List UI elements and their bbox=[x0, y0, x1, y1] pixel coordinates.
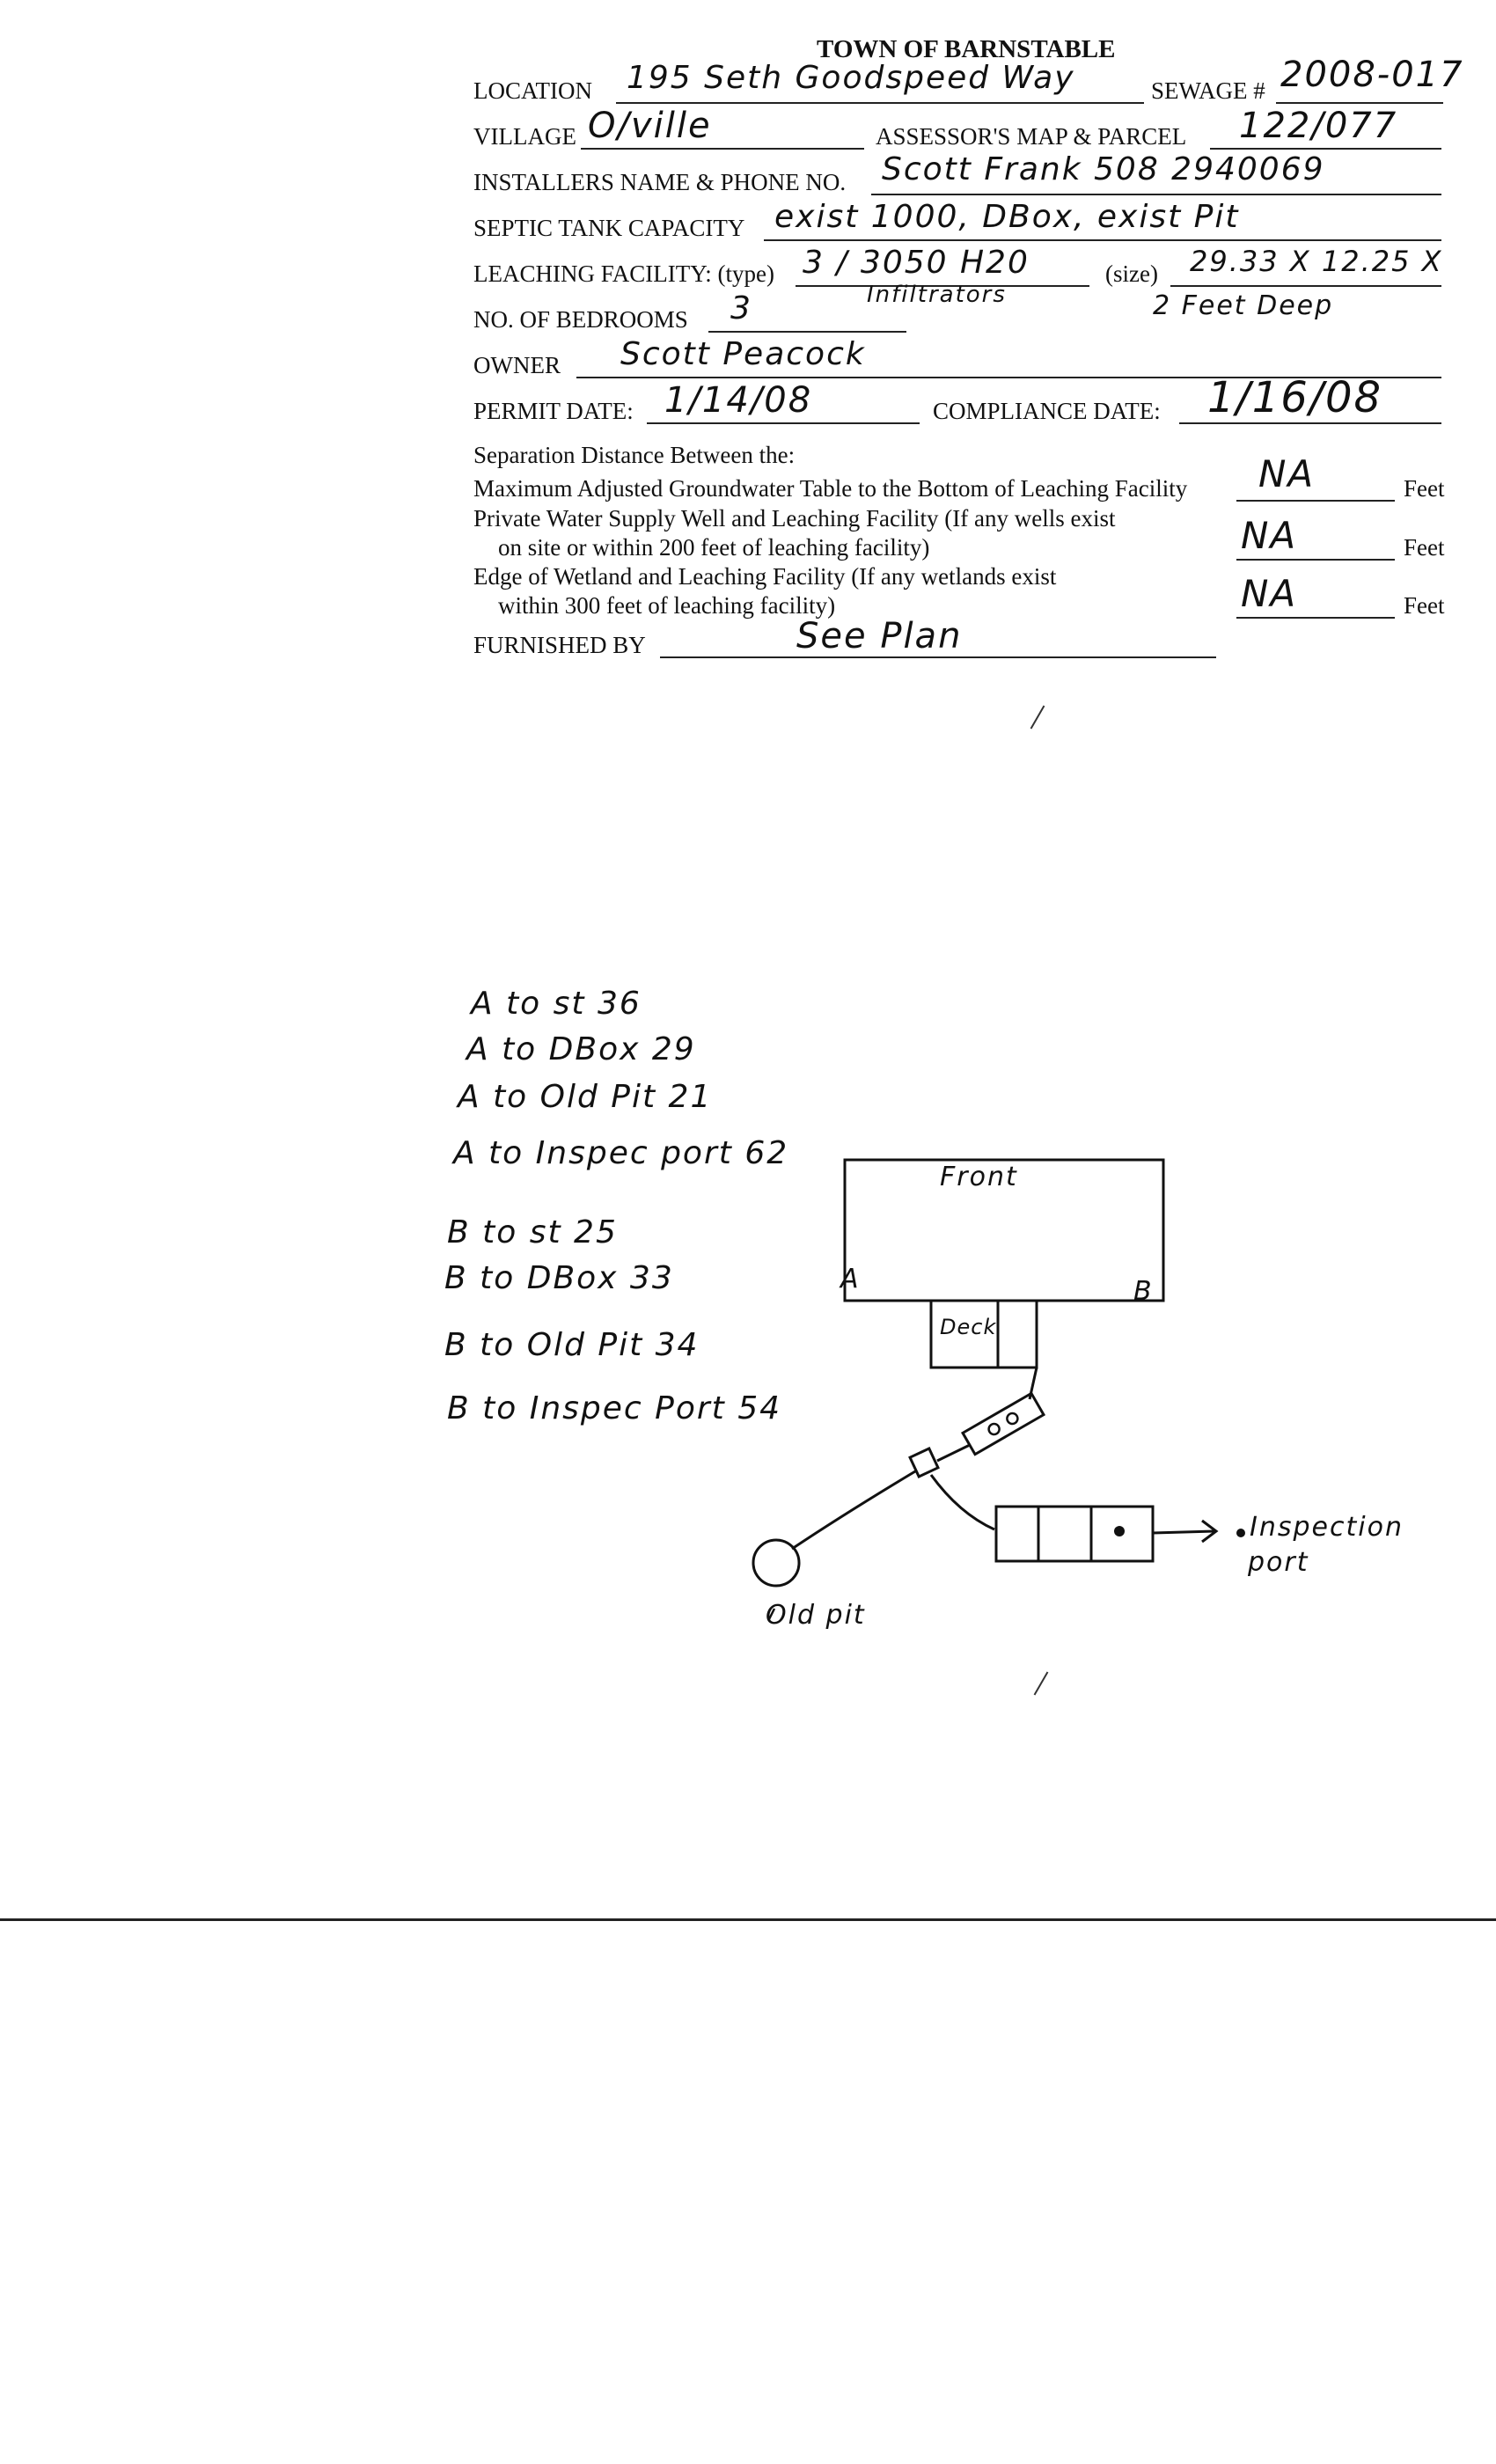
wetland-label-2: within 300 feet of leaching facility) bbox=[498, 592, 836, 619]
leaching-value: 3 / 3050 H20 bbox=[803, 245, 1030, 281]
corner-a-label: A bbox=[840, 1264, 861, 1294]
inspection-label-2: port bbox=[1248, 1547, 1309, 1578]
location-label: LOCATION bbox=[473, 77, 592, 104]
well-label-1: Private Water Supply Well and Leaching Facility (If any wells exist bbox=[473, 505, 1116, 532]
furnished-by-label: FURNISHED BY bbox=[473, 632, 646, 658]
measurement-item: A to Inspec port 62 bbox=[453, 1135, 789, 1171]
measurement-item: B to Inspec Port 54 bbox=[447, 1390, 782, 1426]
measurement-item: B to Old Pit 34 bbox=[444, 1327, 700, 1363]
permit-date-value: 1/14/08 bbox=[664, 380, 813, 421]
installer-label: INSTALLERS NAME & PHONE NO. bbox=[473, 169, 847, 195]
measurement-item: A to st 36 bbox=[471, 986, 642, 1022]
leaching-chambers bbox=[996, 1507, 1153, 1561]
measurement-item: B to DBox 33 bbox=[444, 1260, 674, 1296]
deck-label: Deck bbox=[940, 1315, 997, 1339]
assessor-label: ASSESSOR'S MAP & PARCEL bbox=[876, 123, 1187, 150]
wetland-value: NA bbox=[1241, 572, 1298, 615]
groundwater-unit: Feet bbox=[1404, 475, 1445, 502]
septic-tank bbox=[963, 1393, 1044, 1454]
size-note: 2 Feet Deep bbox=[1153, 290, 1334, 321]
bedrooms-label: NO. OF BEDROOMS bbox=[473, 306, 688, 333]
compliance-date-label: COMPLIANCE DATE: bbox=[933, 398, 1161, 424]
size-label: (size) bbox=[1105, 260, 1158, 287]
inspection-label-1: Inspection bbox=[1250, 1512, 1404, 1543]
old-pit bbox=[753, 1540, 799, 1586]
village-label: VILLAGE bbox=[473, 123, 576, 150]
separation-heading: Separation Distance Between the: bbox=[473, 442, 796, 468]
furnished-by-value: See Plan bbox=[796, 616, 963, 656]
location-value: 195 Seth Goodspeed Way bbox=[627, 60, 1075, 96]
wetland-label-1: Edge of Wetland and Leaching Facility (If any wetlands exist bbox=[473, 563, 1057, 590]
inspection-port-dot bbox=[1114, 1526, 1125, 1536]
bedrooms-value: 3 bbox=[730, 290, 752, 326]
sewage-value: 2008-017 bbox=[1280, 55, 1464, 95]
well-value: NA bbox=[1241, 514, 1298, 557]
corner-b-label: B bbox=[1133, 1276, 1154, 1307]
septic-value: exist 1000, DBox, exist Pit bbox=[774, 199, 1240, 235]
owner-label: OWNER bbox=[473, 352, 561, 378]
page-title: TOWN OF BARNSTABLE bbox=[817, 35, 1116, 63]
owner-value: Scott Peacock bbox=[620, 336, 866, 372]
septic-label: SEPTIC TANK CAPACITY bbox=[473, 215, 745, 241]
leaching-note: Infiltrators bbox=[867, 282, 1007, 308]
compliance-date-value: 1/16/08 bbox=[1207, 373, 1383, 422]
wetland-unit: Feet bbox=[1404, 592, 1445, 619]
groundwater-label: Maximum Adjusted Groundwater Table to the Bottom of Leaching Facility bbox=[473, 475, 1188, 502]
measurement-item: A to DBox 29 bbox=[466, 1031, 696, 1067]
measurement-item: B to st 25 bbox=[447, 1214, 618, 1250]
page-bottom-edge bbox=[0, 1918, 1496, 1921]
well-unit: Feet bbox=[1404, 534, 1445, 561]
old-pit-label: Old pit bbox=[766, 1600, 866, 1631]
permit-date-label: PERMIT DATE: bbox=[473, 398, 634, 424]
leaching-label: LEACHING FACILITY: (type) bbox=[473, 260, 774, 287]
installer-value: Scott Frank 508 2940069 bbox=[882, 151, 1325, 187]
size-value: 29.33 X 12.25 X bbox=[1190, 245, 1443, 278]
village-value: O/ville bbox=[588, 106, 712, 146]
well-label-2: on site or within 200 feet of leaching facility) bbox=[498, 534, 930, 561]
measurement-item: A to Old Pit 21 bbox=[458, 1079, 713, 1115]
assessor-value: 122/077 bbox=[1239, 106, 1398, 146]
sewage-label: SEWAGE # bbox=[1151, 77, 1265, 104]
house-label: Front bbox=[940, 1162, 1018, 1192]
groundwater-value: NA bbox=[1258, 452, 1316, 495]
